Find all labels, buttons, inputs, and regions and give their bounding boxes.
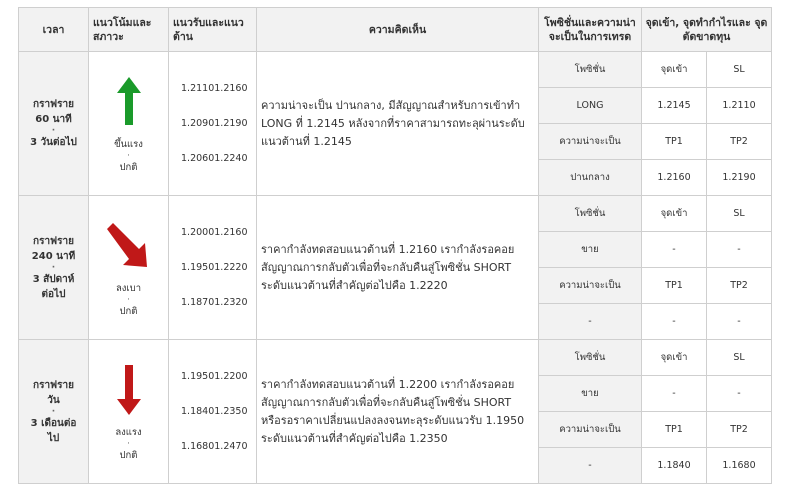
timeframe-text: 3 สัปดาห์ xyxy=(32,273,75,285)
header-time: เวลา xyxy=(19,8,89,52)
resistance-level: 1.2200 xyxy=(214,371,248,382)
timeframe-text: ไป xyxy=(47,432,60,444)
stop-cell: SL xyxy=(707,52,772,88)
resistance-level: 1.2160 xyxy=(214,227,248,238)
timeframe-cell xyxy=(19,196,89,340)
position-cell: ปานกลาง xyxy=(539,160,642,196)
level-pair xyxy=(169,106,256,141)
position-cell: โพซิชั่น xyxy=(539,340,642,376)
resistance-level: 1.2220 xyxy=(214,262,248,273)
level-pair xyxy=(169,394,256,429)
resistance-level: 1.2470 xyxy=(214,441,248,452)
support-level: 1.1950 xyxy=(181,262,215,273)
entry-cell: จุดเข้า xyxy=(642,52,707,88)
timeframe-text: 3 เดือนต่อ xyxy=(30,417,77,429)
trend-cell xyxy=(89,340,169,484)
position-cell: LONG xyxy=(539,88,642,124)
support-level: 1.2000 xyxy=(181,227,215,238)
position-cell: ขาย xyxy=(539,376,642,412)
arrow-container xyxy=(89,217,168,275)
stop-cell: 1.2110 xyxy=(707,88,772,124)
header-position: โพซิชั่นและความน่า จะเป็นในการเทรด xyxy=(539,8,642,52)
position-cell: - xyxy=(539,448,642,484)
entry-cell: TP1 xyxy=(642,412,707,448)
timeframe-text: ต่อไป xyxy=(41,288,66,300)
entry-cell: TP1 xyxy=(642,268,707,304)
trend-separator: · xyxy=(127,294,130,305)
levels-cell xyxy=(169,340,257,484)
trend-state: ปกติ xyxy=(119,161,138,173)
levels-cell xyxy=(169,52,257,196)
entry-cell: 1.2145 xyxy=(642,88,707,124)
stop-cell: TP2 xyxy=(707,124,772,160)
level-pair xyxy=(169,285,256,320)
stop-cell: TP2 xyxy=(707,268,772,304)
comment-cell: ความน่าจะเป็น ปานกลาง, มีสัญญาณสำหรับการเข้าทำ LONG ที่ 1.2145 หลังจากที่ราคาสามารถทะลุผ่านระดับแนวต้านที่ 1.2145 xyxy=(257,52,539,196)
timeframe-text: 240 นาที xyxy=(31,250,76,262)
trend-separator: · xyxy=(127,150,130,161)
stop-cell: - xyxy=(707,376,772,412)
down-arrow-icon xyxy=(99,361,159,419)
timeframe-text: · xyxy=(51,126,56,136)
stop-cell: SL xyxy=(707,196,772,232)
entry-cell: 1.1840 xyxy=(642,448,707,484)
table-row xyxy=(19,340,772,376)
timeframe-text: · xyxy=(51,406,56,417)
header-comment: ความคิดเห็น xyxy=(257,8,539,52)
position-cell: ขาย xyxy=(539,232,642,268)
timeframe-text: 3 วันต่อไป xyxy=(30,137,77,148)
timeframe-text: กราฟราย xyxy=(33,99,74,110)
level-pair xyxy=(169,359,256,394)
level-pair xyxy=(169,250,256,285)
entry-cell: จุดเข้า xyxy=(642,196,707,232)
entry-cell: 1.2160 xyxy=(642,160,707,196)
support-level: 1.1680 xyxy=(181,441,215,452)
header-trend: แนวโน้มและ สภาวะ xyxy=(89,8,169,52)
position-cell: ความน่าจะเป็น xyxy=(539,412,642,448)
trend-state: ปกติ xyxy=(119,305,138,317)
position-cell: ความน่าจะเป็น xyxy=(539,268,642,304)
up-arrow-icon xyxy=(99,73,159,131)
level-pair xyxy=(169,215,256,250)
position-cell: - xyxy=(539,304,642,340)
support-level: 1.1950 xyxy=(181,371,215,382)
level-pair xyxy=(169,429,256,464)
position-cell: โพซิชั่น xyxy=(539,52,642,88)
entry-cell: TP1 xyxy=(642,124,707,160)
position-cell: โพซิชั่น xyxy=(539,196,642,232)
timeframe-text: กราฟราย xyxy=(33,379,74,391)
position-cell: ความน่าจะเป็น xyxy=(539,124,642,160)
trend-strength: ลงแรง xyxy=(115,426,142,438)
stop-cell: 1.1680 xyxy=(707,448,772,484)
support-level: 1.1840 xyxy=(181,406,215,417)
timeframe-text: วัน xyxy=(47,394,60,406)
arrow-container xyxy=(89,73,168,131)
comment-cell: ราคากำลังทดสอบแนวต้านที่ 1.2160 เรากำลังรอคอยสัญญาณการกลับตัวเพื่อที่จะกลับคืนสู่โพซิชั่น SHORT ระดับแนวต้านที่สำคัญต่อไปคือ 1.2220 xyxy=(257,196,539,340)
resistance-level: 1.2240 xyxy=(214,153,248,164)
trend-cell xyxy=(89,196,169,340)
header-entry: จุดเข้า, จุดทำกำไรและ จุดตัดขาดทุน xyxy=(642,8,772,52)
trend-separator: · xyxy=(127,438,130,449)
stop-cell: TP2 xyxy=(707,412,772,448)
table-row xyxy=(19,196,772,232)
table-row xyxy=(19,52,772,88)
support-level: 1.2110 xyxy=(181,83,215,94)
stop-cell: - xyxy=(707,232,772,268)
level-pair xyxy=(169,141,256,176)
support-level: 1.2060 xyxy=(181,153,215,164)
trend-strength: ขึ้นแรง xyxy=(114,138,143,150)
header-row xyxy=(19,8,772,52)
resistance-level: 1.2190 xyxy=(214,118,248,129)
header-levels: แนวรับและแนว ต้าน xyxy=(169,8,257,52)
arrow-container xyxy=(89,361,168,419)
timeframe-cell xyxy=(19,52,89,196)
down-right-arrow-icon xyxy=(99,217,159,275)
trend-strength: ลงเบา xyxy=(115,282,142,294)
timeframe-text: 60 นาที xyxy=(35,114,72,125)
resistance-level: 1.2320 xyxy=(214,297,248,308)
entry-cell: - xyxy=(642,304,707,340)
entry-cell: - xyxy=(642,232,707,268)
trend-state: ปกติ xyxy=(119,449,138,461)
timeframe-text: กราฟราย xyxy=(33,235,74,247)
comment-cell: ราคากำลังทดสอบแนวต้านที่ 1.2200 เรากำลังรอคอยสัญญาณการกลับตัวเพื่อที่จะกลับคืนสู่โพซิชั่น SHORT หรือรอราคาเปลี่ยนแปลงลงจนทะลุระดับแนวรับ 1.1950 ระดับแนวต้านที่สำคัญต่อไปคือ 1.2350 xyxy=(257,340,539,484)
forecast-table xyxy=(18,7,772,484)
entry-cell: - xyxy=(642,376,707,412)
support-level: 1.1870 xyxy=(181,297,215,308)
stop-cell: - xyxy=(707,304,772,340)
support-level: 1.2090 xyxy=(181,118,215,129)
stop-cell: SL xyxy=(707,340,772,376)
level-pair xyxy=(169,71,256,106)
resistance-level: 1.2160 xyxy=(214,83,248,94)
timeframe-text: · xyxy=(51,262,56,273)
trend-cell xyxy=(89,52,169,196)
timeframe-cell xyxy=(19,340,89,484)
resistance-level: 1.2350 xyxy=(214,406,248,417)
levels-cell xyxy=(169,196,257,340)
stop-cell: 1.2190 xyxy=(707,160,772,196)
entry-cell: จุดเข้า xyxy=(642,340,707,376)
